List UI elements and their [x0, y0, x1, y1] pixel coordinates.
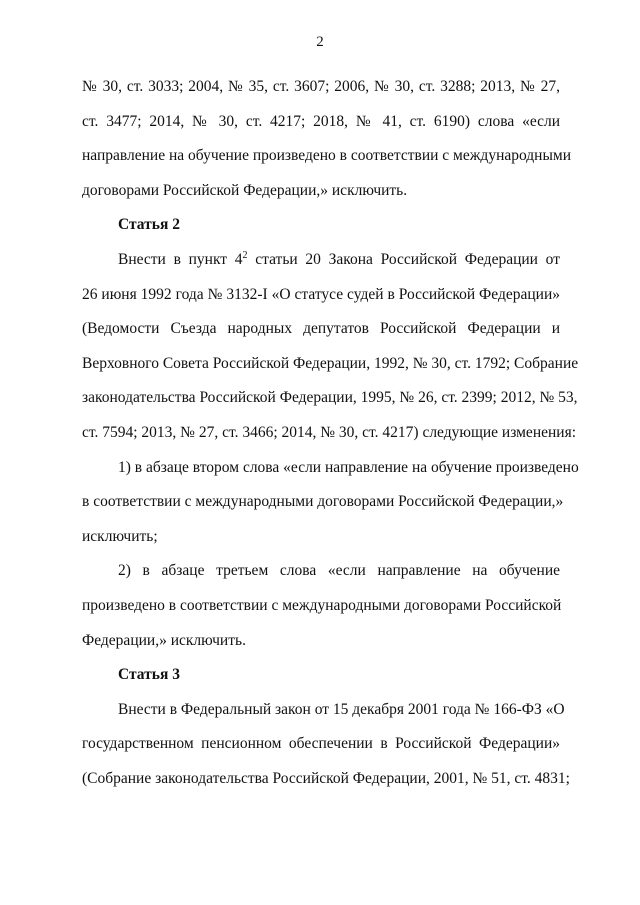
text-line: направление на обучение произведено в соответствии с международными — [82, 147, 571, 165]
article-2-heading: Статья 2 — [118, 216, 180, 234]
text-line: законодательства Российской Федерации, 1995, № 26, ст. 2399; 2012, № 53, — [82, 389, 578, 407]
text-line: ст. 3477; 2014, № 30, ст. 4217; 2018, № 41, ст. 6190) слова «если — [82, 112, 560, 130]
article-3-heading: Статья 3 — [118, 666, 180, 684]
article-2-item-1 — [82, 451, 579, 555]
page-number: 2 — [316, 34, 324, 50]
text-line: 26 июня 1992 года № 3132-I «О статусе судей в Российской Федерации» — [82, 285, 560, 303]
text-line: в соответствии с международными договорами Российской Федерации,» — [82, 493, 564, 511]
superscript: 2 — [242, 249, 248, 261]
article-2-item-2 — [82, 554, 560, 658]
text-line: исключить; — [82, 527, 158, 545]
text-line: договорами Российской Федерации,» исключить. — [82, 181, 408, 199]
text-line: 1) в абзаце втором слова «если направление на обучение произведено — [118, 458, 579, 476]
text-line: (Собрание законодательства Российской Федерации, 2001, № 51, ст. 4831; — [82, 769, 570, 787]
text-line: Внести в Федеральный закон от 15 декабря 2001 года № 166-ФЗ «О — [118, 700, 565, 718]
text-line: № 30, ст. 3033; 2004, № 35, ст. 3607; 2006, № 30, ст. 3288; 2013, № 27, — [82, 78, 560, 95]
text-line: 2) в абзаце третьем слова «если направление на обучение — [118, 562, 560, 580]
text-fragment: Внести в пункт 4 — [118, 250, 243, 268]
continuation-paragraph — [82, 70, 571, 208]
text-line: Верховного Совета Российской Федерации, 1992, № 30, ст. 1792; Собрание — [82, 354, 579, 372]
text-line: Федерации,» исключить. — [82, 631, 246, 649]
text-line — [82, 243, 560, 278]
text-fragment: статьи 20 Закона Российской Федерации от — [247, 250, 560, 268]
text-line: ст. 7594; 2013, № 27, ст. 3466; 2014, № 30, ст. 4217) следующие изменения: — [82, 423, 577, 441]
document-body — [82, 70, 579, 796]
article-2-intro-paragraph — [82, 243, 579, 451]
text-line: (Ведомости Съезда народных депутатов Российской Федерации и — [82, 320, 560, 338]
text-line: государственном пенсионном обеспечении в Российской Федерации» — [82, 735, 560, 753]
article-3-intro-paragraph — [82, 693, 570, 797]
text-line: произведено в соответствии с международными договорами Российской — [82, 596, 562, 614]
